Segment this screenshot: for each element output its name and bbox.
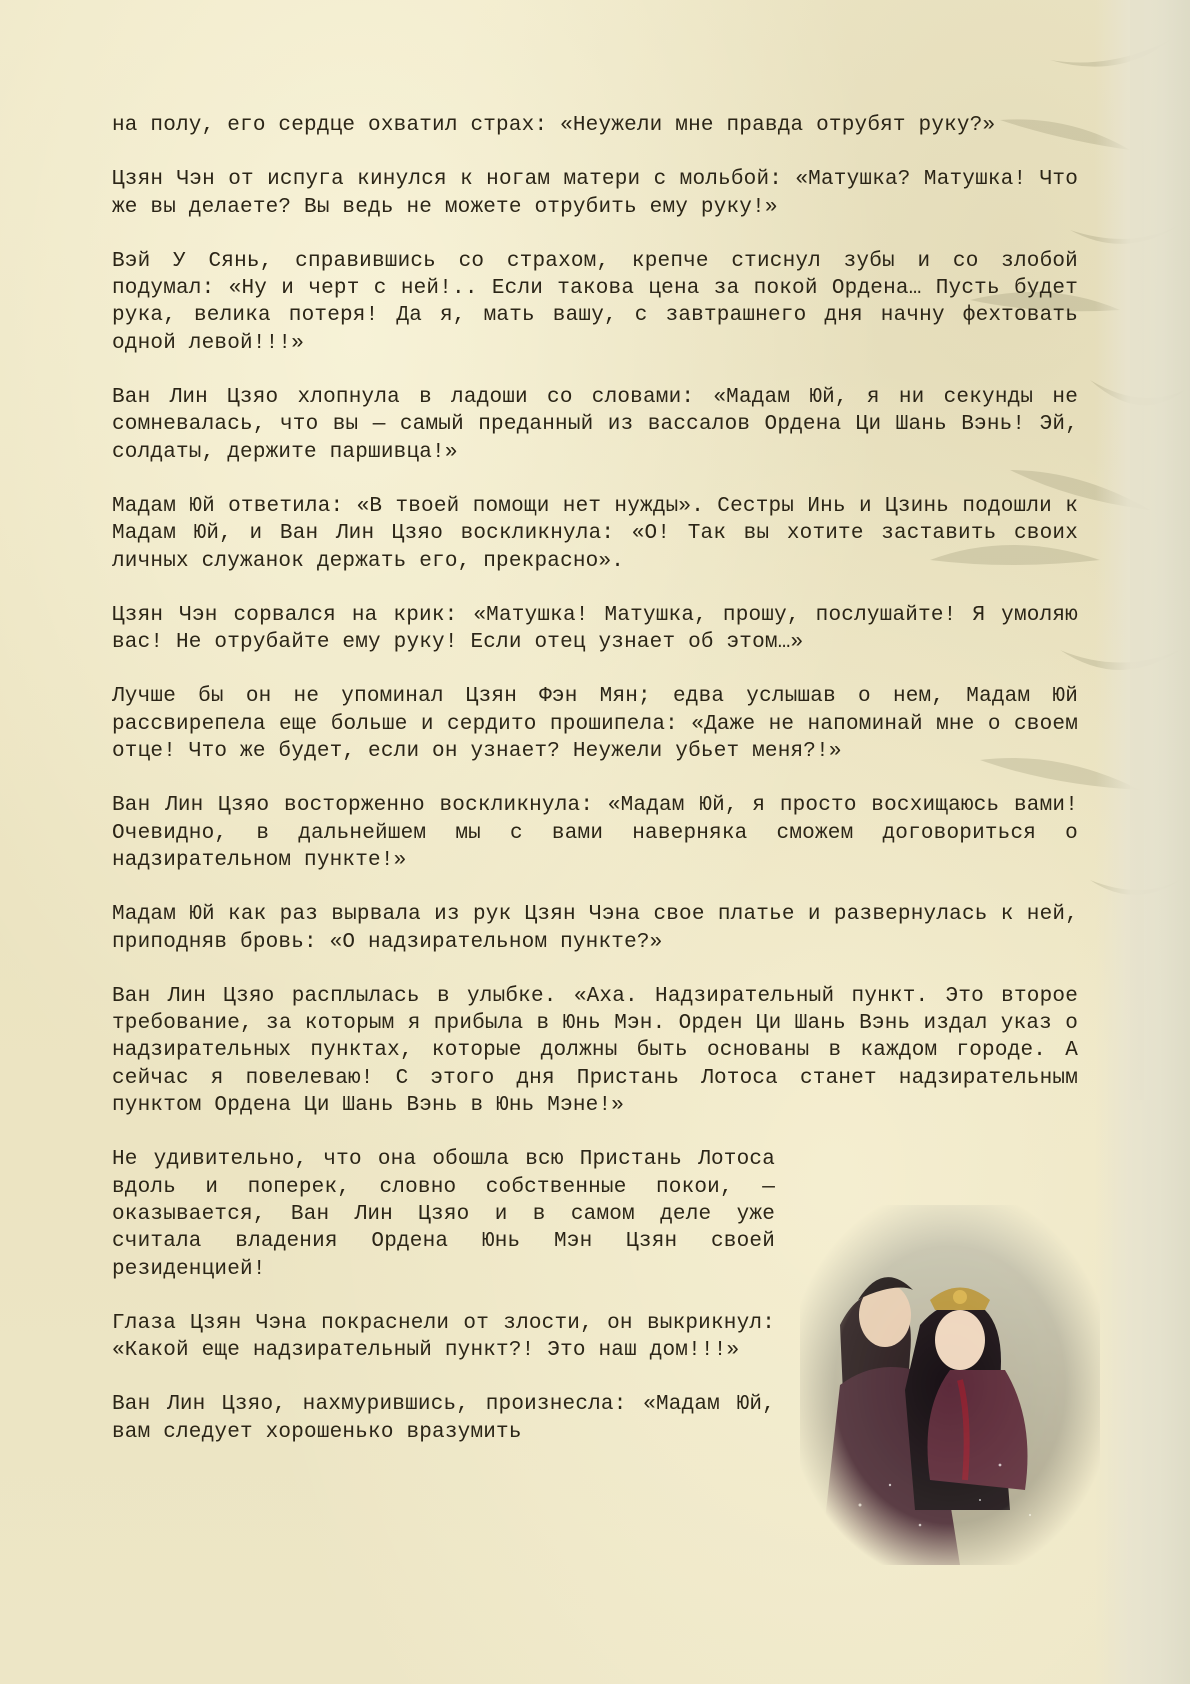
paragraph-4: Ван Лин Цзяо хлопнула в ладоши со словами: «Мадам Юй, я ни секунды не сомневалась, что вы — самый преданный из вассалов Ордена Ци Шань Вэнь! Эй, солдаты, держите паршивца!» <box>112 386 1078 464</box>
paragraph-3: Вэй У Сянь, справившись со страхом, крепче стиснул зубы и со злобой подумал: «Ну и черт с ней!.. Если такова цена за покой Ордена… Пусть будет рука, велика потеря! Да я, мать вашу, с завтрашнего дня начну фехтовать одной левой!!!» <box>112 249 1078 355</box>
paragraph-9: Мадам Юй как раз вырвала из рук Цзян Чэна свое платье и развернулась к ней, приподняв бровь: «О надзирательном пункте?» <box>112 903 1078 954</box>
paragraph-10: Ван Лин Цзяо расплылась в улыбке. «Аха. Надзирательный пункт. Это второе требование, за которым я прибыла в Юнь Мэн. Орден Ци Шань Вэнь издал указ о надзирательных пунктах, которые должны быть основаны в каждом городе. А сейчас я повелеваю! С этого дня Пристань Лотоса станет надзирательным пунктом Ордена Ци Шань Вэнь в Юнь Мэне!» <box>112 984 1078 1118</box>
paragraph-13: Ван Лин Цзяо, нахмурившись, произнесла: «Мадам Юй, вам следует хорошенько вразумить <box>112 1393 775 1444</box>
paragraph-12: Глаза Цзян Чэна покраснели от злости, он выкрикнул: «Какой еще надзирательный пункт?! Это наш дом!!!» <box>112 1311 775 1363</box>
paragraph-7: Лучше бы он не упоминал Цзян Фэн Мян; едва услышав о нем, Мадам Юй рассвирепела еще больше и сердито прошипела: «Даже не напоминай мне о своем отце! Что же будет, если он узнает? Неужели убьет меня?!» <box>112 685 1078 764</box>
paper-edge-strip <box>1095 0 1190 1684</box>
paragraph-2: Цзян Чэн от испуга кинулся к ногам матери с мольбой: «Матушка? Матушка! Что же вы делаете? Вы ведь не можете отрубить ему руку!» <box>112 168 1078 219</box>
paragraph-11: Не удивительно, что она обошла всю Пристань Лотоса вдоль и поперек, словно собственные покои, — оказывается, Ван Лин Цзяо и в самом деле уже считала владения Ордена Юнь Мэн Цзян своей резиденцией! <box>112 1148 775 1281</box>
paragraph-5: Мадам Юй ответила: «В твоей помощи нет нужды». Сестры Инь и Цзинь подошли к Мадам Юй, и Ван Лин Цзяо воскликнула: «О! Так вы хотите заставить своих личных служанок держать его, прекрасно». <box>112 494 1078 573</box>
paragraph-8: Ван Лин Цзяо восторженно воскликнула: «Мадам Юй, я просто восхищаюсь вами! Очевидно, в дальнейшем мы с вами наверняка сможем договориться о надзирательном пункте!» <box>112 794 1078 872</box>
illustration-two-figures <box>800 1205 1100 1565</box>
paragraph-6: Цзян Чэн сорвался на крик: «Матушка! Матушка, прошу, послушайте! Я умоляю вас! Не отрубайте ему руку! Если отец узнает об этом…» <box>112 603 1078 655</box>
paragraph-1: на полу, его сердце охватил страх: «Неужели мне правда отрубят руку?» <box>112 114 996 137</box>
